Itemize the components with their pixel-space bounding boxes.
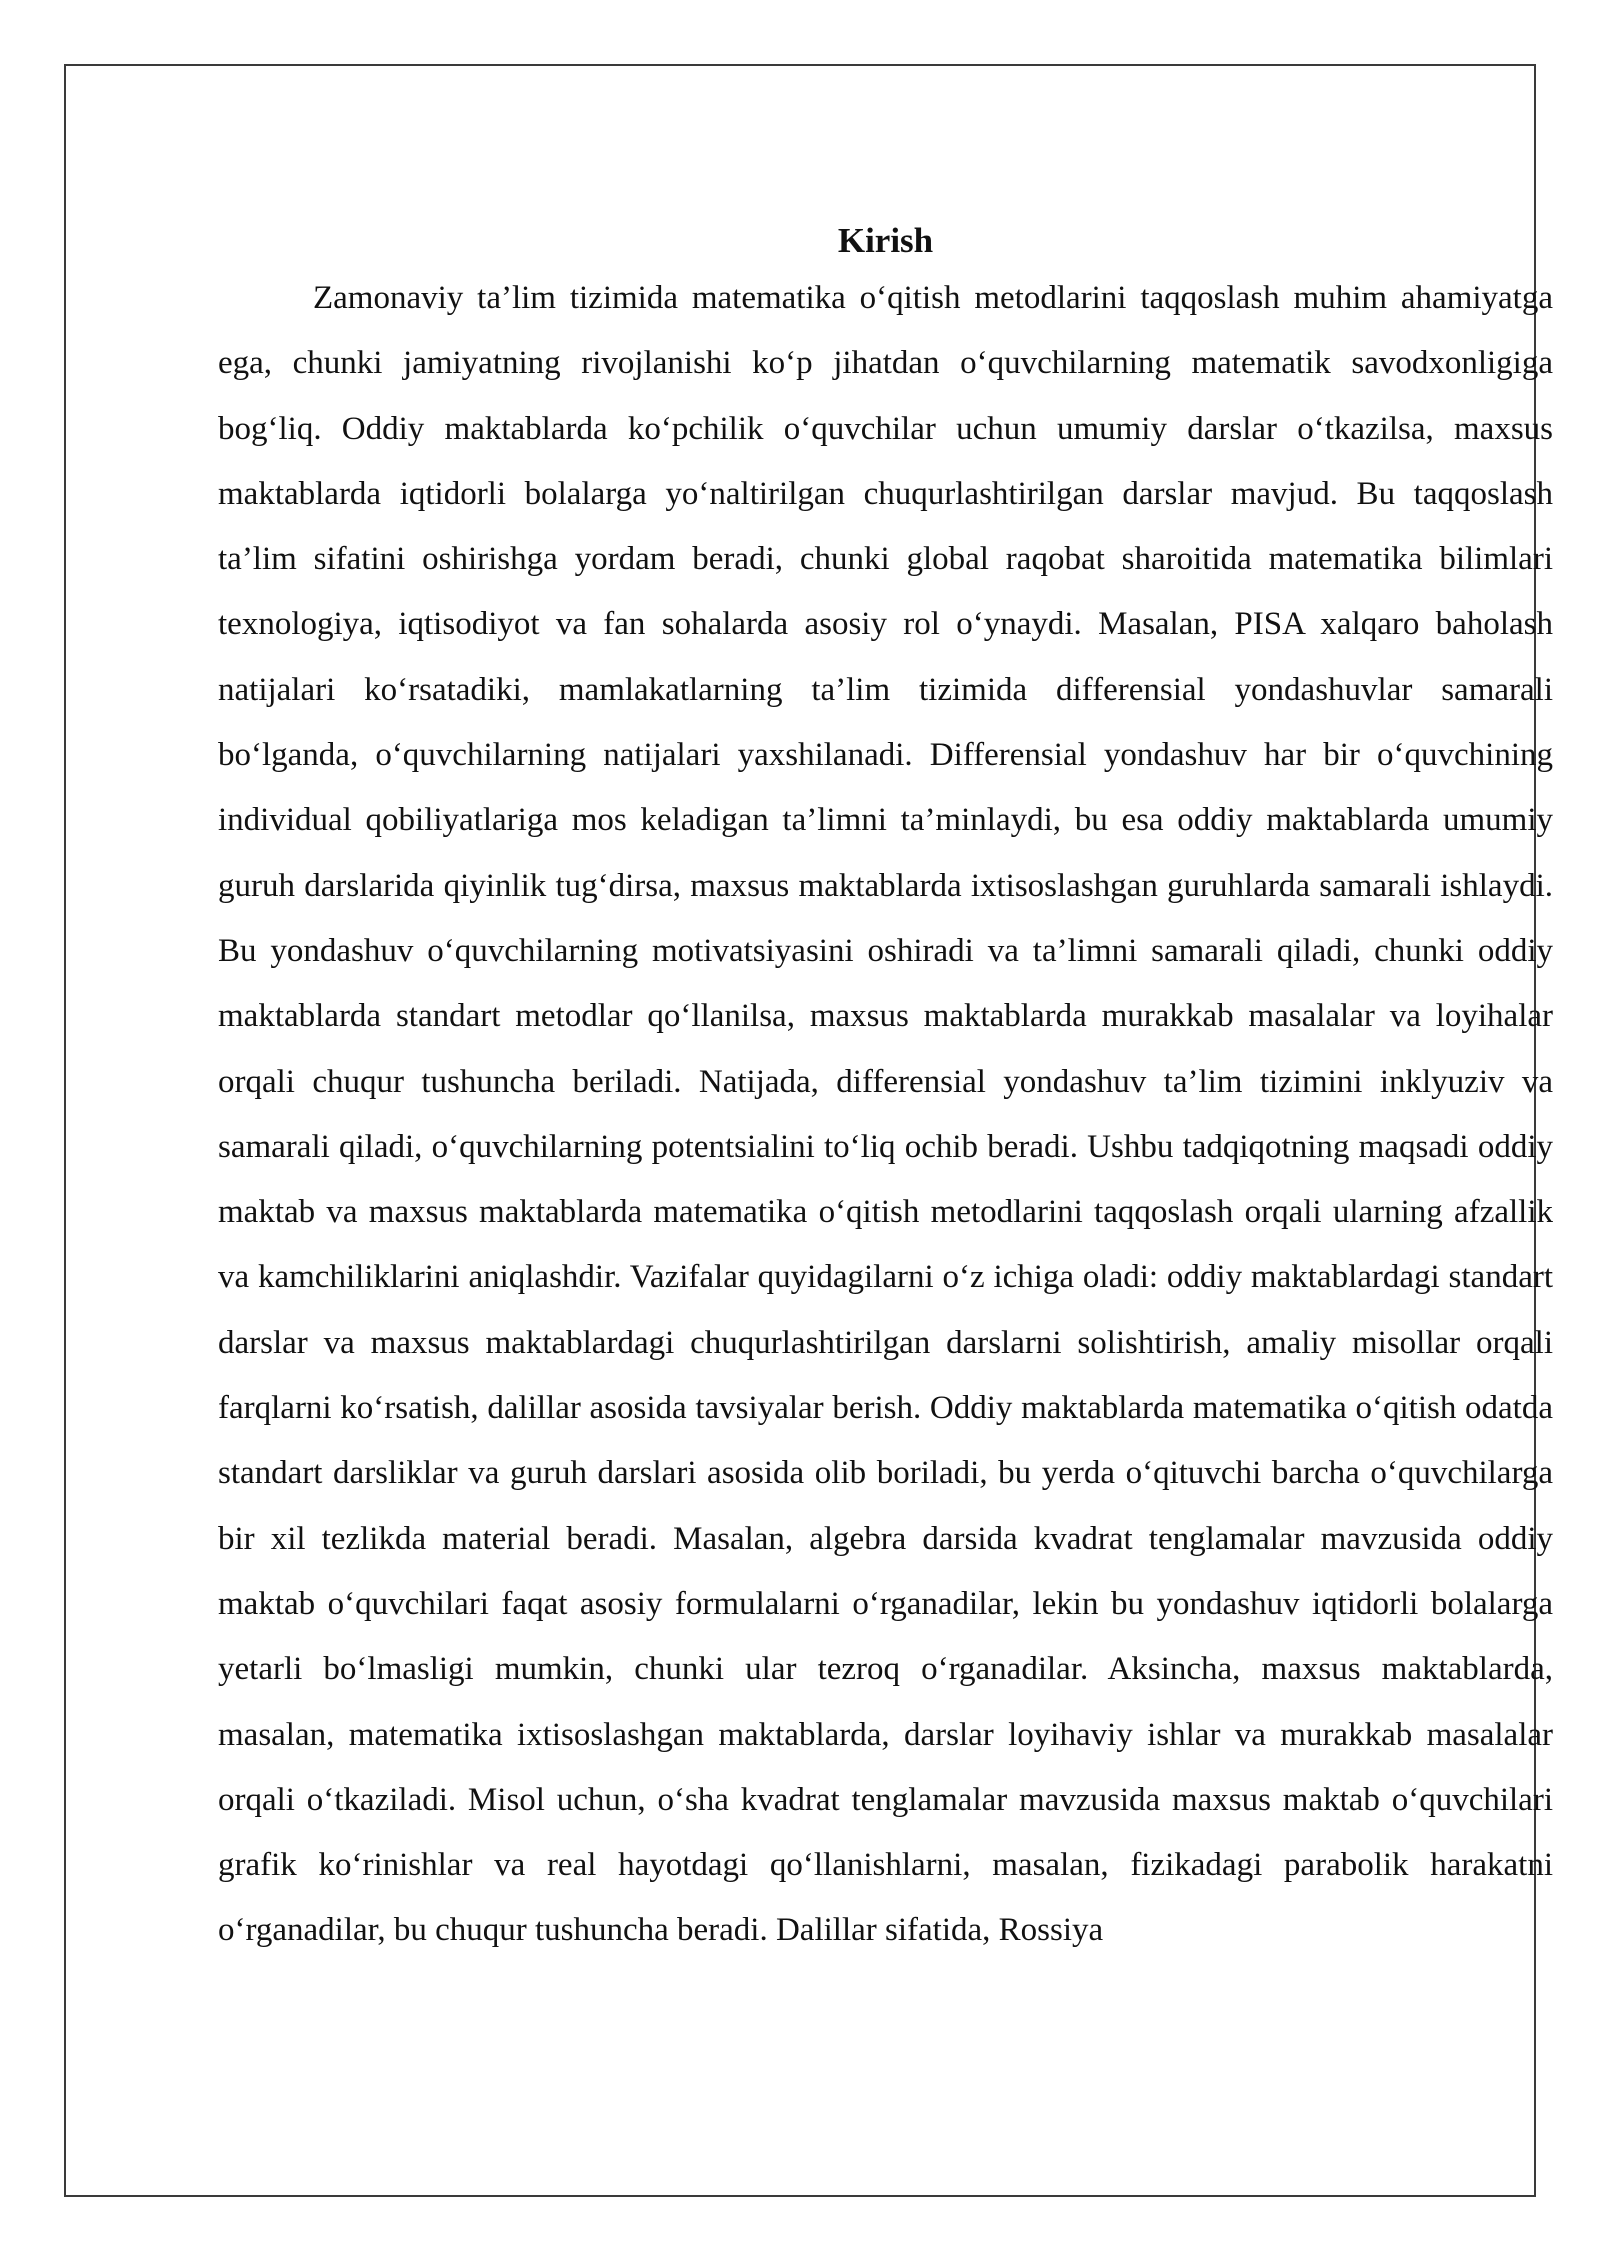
page-frame	[64, 64, 1553, 2197]
body-paragraph: Zamonaviy ta’lim tizimida matematika o‘qitish metodlarini taqqoslash muhim ahamiyatga ega, chunki jamiyatning rivojlanishi ko‘p jihatdan o‘quvchilarning matematik savodxonligiga bog‘liq. Oddiy maktablarda ko‘pchilik o‘quvchilar uchun umumiy darslar o‘tkazilsa, maxsus maktablarda iqtidorli bolalarga yo‘naltirilgan chuqurlashtirilgan darslar mavjud. Bu taqqoslash ta’lim sifatini oshirishga yordam beradi, chunki global raqobat sharoitida matematika bilimlari texnologiya, iqtisodiyot va fan sohalarda asosiy rol o‘ynaydi. Masalan, PISA xalqaro baholash natijalari ko‘rsatadiki, mamlakatlarning ta’lim tizimida differensial yondashuvlar samarali bo‘lganda, o‘quvchilarning natijalari yaxshilanadi. Differensial yondashuv har bir o‘quvchining individual qobiliyatlariga mos keladigan ta’limni ta’minlaydi, bu esa oddiy maktablarda umumiy guruh darslarida qiyinlik tug‘dirsa, maxsus maktablarda ixtisoslashgan guruhlarda samarali ishlaydi. Bu yondashuv o‘quvchilarning motivatsiyasini oshiradi va ta’limni samarali qiladi, chunki oddiy maktablarda standart metodlar qo‘llanilsa, maxsus maktablarda murakkab masalalar va loyihalar orqali chuqur tushuncha beriladi. Natijada, differensial yondashuv ta’lim tizimini inklyuziv va samarali qiladi, o‘quvchilarning potentsialini to‘liq ochib beradi. Ushbu tadqiqotning maqsadi oddiy maktab va maxsus maktablarda matematika o‘qitish metodlarini taqqoslash orqali ularning afzallik va kamchiliklarini aniqlashdir. Vazifalar quyidagilarni o‘z ichiga oladi: oddiy maktablardagi standart darslar va maxsus maktablardagi chuqurlashtirilgan darslarni solishtirish, amaliy misollar orqali farqlarni ko‘rsatish, dalillar asosida tavsiyalar berish. Oddiy maktablarda matematika o‘qitish odatda standart darsliklar va guruh darslari asosida olib boriladi, bu yerda o‘qituvchi barcha o‘quvchilarga bir xil tezlikda material beradi. Masalan, algebra darsida kvadrat tenglamalar mavzusida oddiy maktab o‘quvchilari faqat asosiy formulalarni o‘rganadilar, lekin bu yondashuv iqtidorli bolalarga yetarli bo‘lmasligi mumkin, chunki ular tezroq o‘rganadilar. Aksincha, maxsus maktablarda, masalan, matematika ixtisoslashgan maktablarda, darslar loyihaviy ishlar va murakkab masalalar orqali o‘tkaziladi. Misol uchun, o‘sha kvadrat tenglamalar mavzusida maxsus maktab o‘quvchilari grafik ko‘rinishlar va real hayotdagi qo‘llanishlarni, masalan, fizikadagi parabolik harakatni o‘rganadilar, bu chuqur tushuncha beradi. Dalillar sifatida, Rossiya	[218, 280, 1553, 1949]
document-body	[218, 216, 1553, 1964]
section-heading: Kirish	[837, 221, 934, 260]
